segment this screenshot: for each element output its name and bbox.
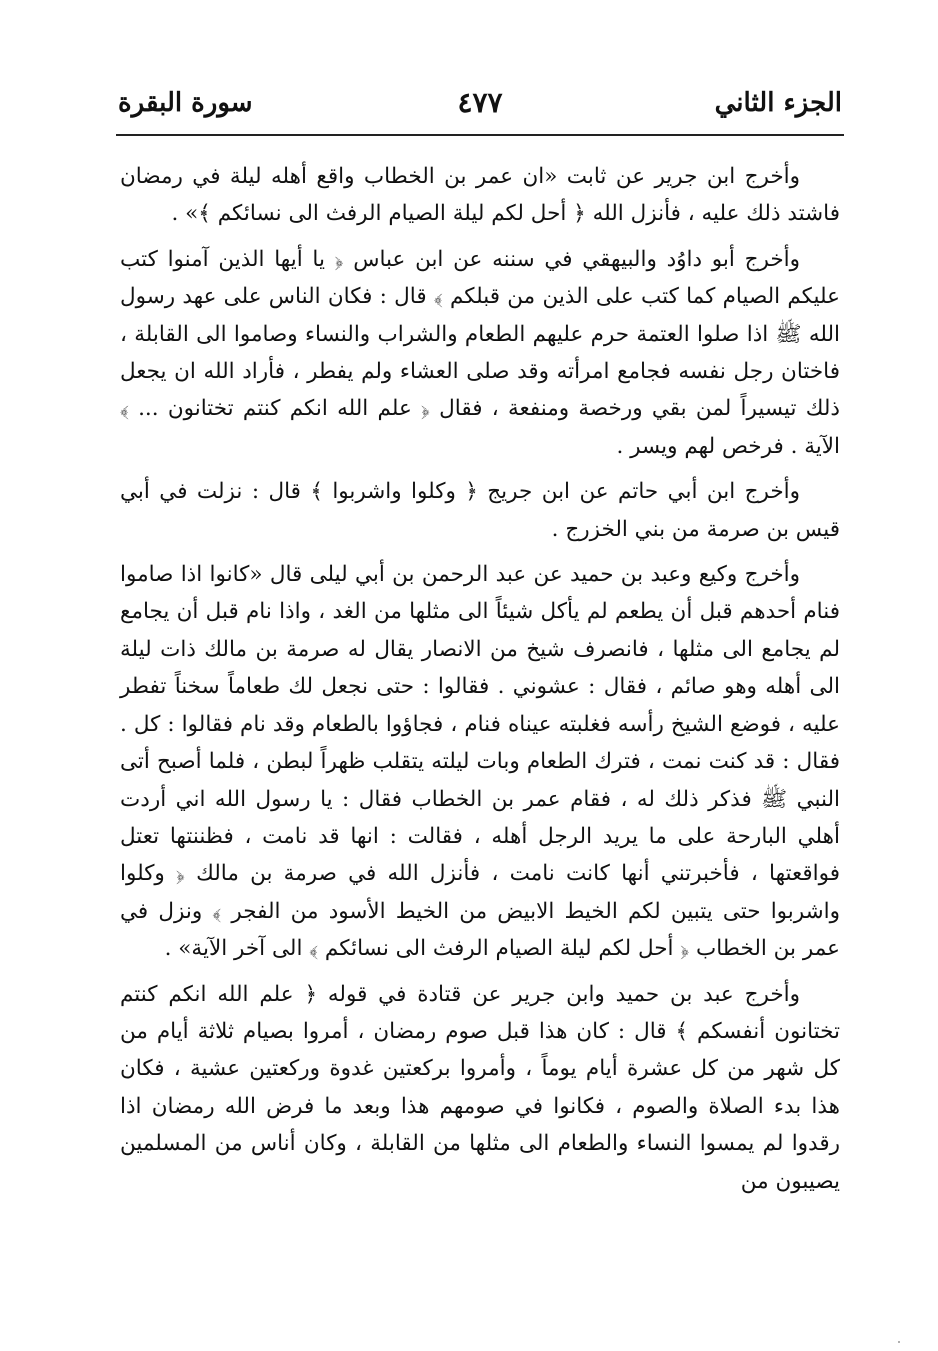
page-body	[120, 158, 840, 1208]
scan-speck	[898, 1341, 900, 1343]
page-number: ٤٧٧	[457, 86, 503, 119]
paragraph-2: وأخرج أبو داوُد والبيهقي في سننه عن ابن عباس ﴿ يا أيها الذين آمنوا كتب عليكم الصيام كما كتب على الذين من قبلكم ﴾ قال : فكان الناس على عهد رسول الله ﷺ اذا صلوا العتمة حرم عليهم الطعام والشراب والنساء وصاموا الى القابلة ، فاختان رجل نفسه فجامع امرأته وقد صلى العشاء ولم يفطر ، فأراد الله ان يجعل ذلك تيسيراً لمن بقي ورخصة ومنفعة ، فقال ﴿ علم الله انكم كنتم تختانون ... ﴾ الآية . فرخص لهم ويسر .	[120, 246, 840, 459]
paragraph-1: وأخرج ابن جرير عن ثابت «ان عمر بن الخطاب واقع أهله ليلة في رمضان فاشتد ذلك عليه ، فأنزل الله ﴿ أحل لكم ليلة الصيام الرفث الى نسائكم ﴾» .	[120, 164, 840, 227]
volume-part-title: الجزء الثاني	[714, 88, 842, 118]
paragraph-5: وأخرج عبد بن حميد وابن جرير عن قتادة في قوله ﴿ علم الله انكم كنتم تختانون أنفسكم ﴾ قال : كان هذا قبل صوم رمضان ، أمروا بصيام ثلاثة أيام من كل شهر من كل عشرة أيام يوماً ، وأمروا بركعتين غدوة وركعتين عشية ، فكان هذا بدء الصلاة والصوم ، فكانوا في صومهم هذا وبعد ما فرض الله رمضان اذا رقدوا لم يمسوا النساء والطعام الى مثلها من القابلة ، وكان أناس من المسلمين يصيبون من	[120, 981, 840, 1194]
paragraph-3: وأخرج ابن أبي حاتم عن ابن جريج ﴿ وكلوا واشربوا ﴾ قال : نزلت في أبي قيس بن صرمة من بني الخزرج .	[120, 479, 840, 542]
surah-title: سورة البقرة	[118, 88, 253, 118]
paragraph-4: وأخرج وكيع وعبد بن حميد عن عبد الرحمن بن أبي ليلى قال «كانوا اذا صاموا فنام أحدهم قبل أن يطعم لم يأكل شيئاً الى مثلها من الغد ، واذا نام قبل أن يجامع لم يجامع الى مثلها ، فانصرف شيخ من الانصار يقال له صرمة بن مالك ذات ليلة الى أهله وهو صائم ، فقال : عشوني . فقالوا : حتى نجعل لك طعاماً سخناً تفطر عليه ، فوضع الشيخ رأسه فغلبته عيناه فنام ، فجاؤوا بالطعام وقد نام فقالوا : كل . فقال : قد كنت نمت ، فترك الطعام وبات ليلته يتقلب ظهراً لبطن ، فلما أصبح أتى النبي ﷺ فذكر ذلك له ، فقام عمر بن الخطاب فقال : يا رسول الله اني أردت أهلي البارحة على ما يريد الرجل أهله ، فقالت : انها قد نامت ، فظننتها تعتل فواقعتها ، فأخبرتني أنها كانت نامت ، فأنزل الله في صرمة بن مالك ﴿ وكلوا واشربوا حتى يتبين لكم الخيط الابيض من الخيط الأسود من الفجر ﴾ ونزل في عمر بن الخطاب ﴿ أحل لكم ليلة الصيام الرفث الى نسائكم ﴾ الى آخر الآية» .	[120, 562, 840, 962]
page-header	[118, 80, 842, 130]
header-divider	[116, 134, 844, 136]
